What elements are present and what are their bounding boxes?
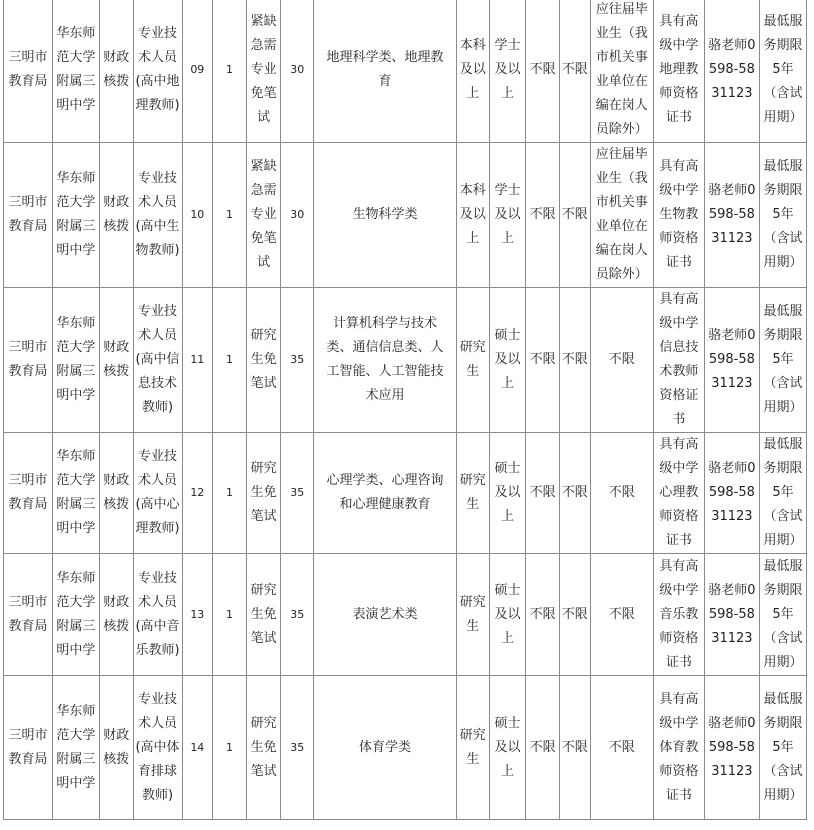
gender-cell: 不限 [559,433,590,554]
dept-cell: 三明市教育局 [4,143,53,288]
qualification-cell: 具有高级中学音乐教师资格证书 [653,554,704,676]
education-cell: 研究生 [456,433,489,554]
contact-cell: 骆老师0598-5831123 [704,433,759,554]
post-code-cell: 13 [182,554,213,676]
post-code-cell: 10 [182,143,213,288]
post-code-cell: 12 [182,433,213,554]
age-cell: 不限 [526,554,560,676]
dept-cell: 三明市教育局 [4,554,53,676]
funding-cell: 财政核拨 [99,554,133,676]
headcount-cell: 1 [213,554,247,676]
gender-cell: 不限 [559,288,590,433]
education-cell: 研究生 [456,676,489,820]
target-cell: 应往届毕业生（我市机关事业单位在编在岗人员除外） [590,0,653,143]
post-cell: 专业技术人员(高中生物教师) [133,143,182,288]
dept-cell: 三明市教育局 [4,288,53,433]
headcount-cell: 1 [213,288,247,433]
qualification-cell: 具有高级中学心理教师资格证书 [653,433,704,554]
headcount-cell: 1 [213,676,247,820]
age-cell: 不限 [526,143,560,288]
exam-method-cell: 研究生免笔试 [246,433,281,554]
table-row [4,0,807,143]
table-row [4,433,807,554]
dept-cell: 三明市教育局 [4,676,53,820]
post-cell: 专业技术人员(高中体育排球教师) [133,676,182,820]
contact-cell: 骆老师0598-5831123 [704,288,759,433]
post-code-cell: 11 [182,288,213,433]
major-cell: 生物科学类 [314,143,457,288]
gender-cell: 不限 [559,143,590,288]
qualification-cell: 具有高级中学生物教师资格证书 [653,143,704,288]
dept-cell: 三明市教育局 [4,0,53,143]
major-cell: 表演艺术类 [314,554,457,676]
funding-cell: 财政核拨 [99,143,133,288]
ratio-cell: 35 [281,554,314,676]
age-cell: 不限 [526,288,560,433]
contact-cell: 骆老师0598-5831123 [704,554,759,676]
exam-method-cell: 研究生免笔试 [246,676,281,820]
gender-cell: 不限 [559,676,590,820]
funding-cell: 财政核拨 [99,0,133,143]
age-cell: 不限 [526,0,560,143]
qualification-cell: 具有高级中学地理教师资格证书 [653,0,704,143]
unit-cell: 华东师范大学附属三明中学 [52,143,99,288]
headcount-cell: 1 [213,433,247,554]
qualification-cell: 具有高级中学信息技术教师资格证书 [653,288,704,433]
ratio-cell: 35 [281,433,314,554]
table-row [4,288,807,433]
gender-cell: 不限 [559,554,590,676]
exam-method-cell: 研究生免笔试 [246,554,281,676]
contact-cell: 骆老师0598-5831123 [704,676,759,820]
recruitment-table [3,0,807,820]
target-cell: 不限 [590,676,653,820]
post-code-cell: 14 [182,676,213,820]
major-cell: 心理学类、心理咨询和心理健康教育 [314,433,457,554]
service-period-cell: 最低服务期限5年（含试用期） [759,676,806,820]
exam-method-cell: 研究生免笔试 [246,288,281,433]
age-cell: 不限 [526,433,560,554]
exam-method-cell: 紧缺急需专业免笔试 [246,143,281,288]
age-cell: 不限 [526,676,560,820]
funding-cell: 财政核拨 [99,676,133,820]
service-period-cell: 最低服务期限5年（含试用期） [759,554,806,676]
post-cell: 专业技术人员(高中音乐教师) [133,554,182,676]
major-cell: 体育学类 [314,676,457,820]
post-cell: 专业技术人员(高中心理教师) [133,433,182,554]
target-cell: 不限 [590,433,653,554]
ratio-cell: 30 [281,0,314,143]
funding-cell: 财政核拨 [99,288,133,433]
service-period-cell: 最低服务期限5年（含试用期） [759,288,806,433]
degree-cell: 硕士及以上 [489,288,526,433]
unit-cell: 华东师范大学附属三明中学 [52,554,99,676]
major-cell: 地理科学类、地理教育 [314,0,457,143]
degree-cell: 硕士及以上 [489,676,526,820]
education-cell: 研究生 [456,288,489,433]
service-period-cell: 最低服务期限5年（含试用期） [759,433,806,554]
table-row [4,143,807,288]
unit-cell: 华东师范大学附属三明中学 [52,0,99,143]
contact-cell: 骆老师0598-5831123 [704,0,759,143]
gender-cell: 不限 [559,0,590,143]
ratio-cell: 35 [281,288,314,433]
table-row [4,554,807,676]
ratio-cell: 35 [281,676,314,820]
degree-cell: 学士及以上 [489,0,526,143]
post-cell: 专业技术人员(高中信息技术教师) [133,288,182,433]
service-period-cell: 最低服务期限5年（含试用期） [759,143,806,288]
service-period-cell: 最低服务期限5年（含试用期） [759,0,806,143]
unit-cell: 华东师范大学附属三明中学 [52,288,99,433]
major-cell: 计算机科学与技术类、通信信息类、人工智能、人工智能技术应用 [314,288,457,433]
table-row [4,676,807,820]
funding-cell: 财政核拨 [99,433,133,554]
target-cell: 不限 [590,288,653,433]
qualification-cell: 具有高级中学体育教师资格证书 [653,676,704,820]
headcount-cell: 1 [213,0,247,143]
degree-cell: 硕士及以上 [489,554,526,676]
target-cell: 不限 [590,554,653,676]
dept-cell: 三明市教育局 [4,433,53,554]
education-cell: 本科及以上 [456,143,489,288]
unit-cell: 华东师范大学附属三明中学 [52,676,99,820]
education-cell: 研究生 [456,554,489,676]
education-cell: 本科及以上 [456,0,489,143]
post-code-cell: 09 [182,0,213,143]
ratio-cell: 30 [281,143,314,288]
degree-cell: 硕士及以上 [489,433,526,554]
post-cell: 专业技术人员(高中地理教师) [133,0,182,143]
degree-cell: 学士及以上 [489,143,526,288]
exam-method-cell: 紧缺急需专业免笔试 [246,0,281,143]
contact-cell: 骆老师0598-5831123 [704,143,759,288]
target-cell: 应往届毕业生（我市机关事业单位在编在岗人员除外） [590,143,653,288]
unit-cell: 华东师范大学附属三明中学 [52,433,99,554]
headcount-cell: 1 [213,143,247,288]
